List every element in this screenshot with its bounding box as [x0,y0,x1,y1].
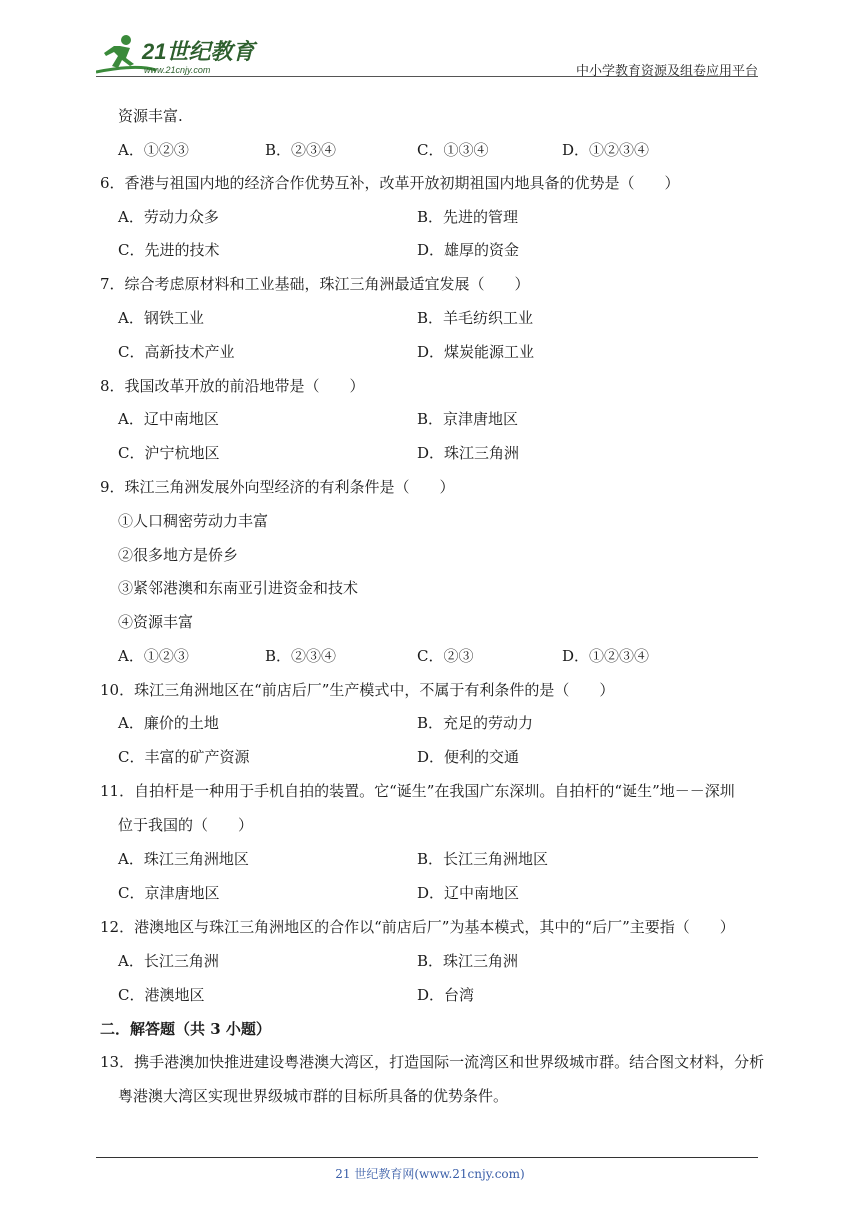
option-q7c-0: C．高新技术产业 [118,343,235,361]
page-footer: 21 世纪教育网(www.21cnjy.com) [335,1167,525,1181]
option-q9opts-1: B．②③④ [265,647,337,665]
option-q10c-1: D．便利的交通 [417,748,520,766]
question-line-q9s4: ④资源丰富 [118,613,194,631]
option-q7a-0: A．钢铁工业 [118,309,204,327]
option-q8c-1: D．珠江三角洲 [417,444,520,462]
question-line-q9s3: ③紧邻港澳和东南亚引进资金和技术 [118,579,359,597]
question-line-q12: 12．港澳地区与珠江三角洲地区的合作以“前店后厂”为基本模式，其中的“后厂”主要指（ ） [100,918,735,936]
platform-title: 中小学教育资源及组卷应用平台 [575,64,758,79]
option-q8a-1: B．京津唐地区 [417,410,519,428]
option-q8c-0: C．沪宁杭地区 [118,444,220,462]
header-divider [96,76,758,77]
option-q10c-0: C．丰富的矿产资源 [118,748,250,766]
option-q11c-0: C．京津唐地区 [118,884,220,902]
question-line-q13b: 粤港澳大湾区实现世界级城市群的目标所具备的优势条件。 [118,1087,509,1105]
option-q5opts-2: C．①③④ [417,141,489,159]
question-line-q9: 9．珠江三角洲发展外向型经济的有利条件是（ ） [100,478,455,496]
option-q9opts-3: D．①②③④ [562,647,650,665]
option-q11a-0: A．珠江三角洲地区 [118,850,249,868]
option-q6a-1: B．先进的管理 [417,208,519,226]
question-line-q9s1: ①人口稠密劳动力丰富 [118,512,269,530]
option-q6a-0: A．劳动力众多 [118,208,219,226]
question-line-q13: 13．携手港澳加快推进建设粤港澳大湾区，打造国际一流湾区和世界级城市群。结合图文材料，分析 [100,1053,765,1071]
option-q5opts-3: D．①②③④ [562,141,650,159]
option-q12a-1: B．珠江三角洲 [417,952,519,970]
option-q9opts-0: A．①②③ [118,647,189,665]
option-q12c-0: C．港澳地区 [118,986,205,1004]
question-line-q8: 8．我国改革开放的前沿地带是（ ） [100,377,365,395]
question-line-q7: 7．综合考虑原材料和工业基础，珠江三角洲最适宜发展（ ） [100,275,530,293]
footer-divider [96,1157,758,1158]
option-q6c-0: C．先进的技术 [118,241,220,259]
option-q7c-1: D．煤炭能源工业 [417,343,535,361]
option-q12c-1: D．台湾 [417,986,475,1004]
section-heading: 二．解答题（共 3 小题） [100,1020,271,1038]
option-q12a-0: A．长江三角洲 [118,952,219,970]
option-q10a-0: A．廉价的土地 [118,714,219,732]
option-q7a-1: B．羊毛纺织工业 [417,309,534,327]
page-header [96,32,758,78]
svg-text:21世纪教育: 21世纪教育 [142,39,255,64]
option-q11a-1: B．长江三角洲地区 [417,850,549,868]
question-line-q11b: 位于我国的（ ） [118,816,254,834]
option-q6c-1: D．雄厚的资金 [417,241,520,259]
question-line-q9s2: ②很多地方是侨乡 [118,546,239,564]
option-q5opts-0: A．①②③ [118,141,189,159]
svg-text:www.21cnjy.com: www.21cnjy.com [144,65,211,75]
option-q11c-1: D．辽中南地区 [417,884,520,902]
question-line-q6: 6．香港与祖国内地的经济合作优势互补，改革开放初期祖国内地具备的优势是（ ） [100,174,680,192]
option-q8a-0: A．辽中南地区 [118,410,219,428]
question-line-cont: 资源丰富. [118,107,183,125]
question-line-q10: 10．珠江三角洲地区在“前店后厂”生产模式中，不属于有利条件的是（ ） [100,681,615,699]
option-q5opts-1: B．②③④ [265,141,337,159]
option-q9opts-2: C．②③ [417,647,474,665]
question-line-q11: 11．自拍杆是一种用于手机自拍的装置。它“诞生”在我国广东深圳。自拍杆的“诞生”地－－深圳 [100,782,735,800]
option-q10a-1: B．充足的劳动力 [417,714,534,732]
logo-21cnjy [96,32,266,78]
